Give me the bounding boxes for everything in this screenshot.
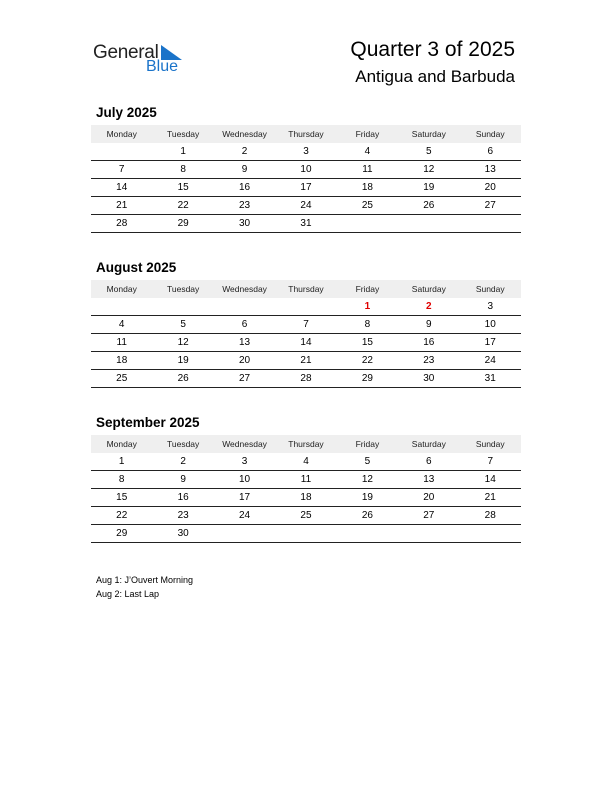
- date-cell: 3: [241, 456, 248, 467]
- date-cell: 23: [238, 200, 251, 211]
- date-cell: 9: [426, 319, 432, 330]
- date-cell: 14: [300, 337, 312, 348]
- date-cell: 21: [484, 492, 496, 503]
- logo-general-text: General: [93, 42, 159, 63]
- month-calendar-july: [91, 104, 521, 233]
- date-cell: 10: [300, 164, 312, 175]
- date-cell: 2: [180, 456, 186, 467]
- weekday-header: Tuesday: [166, 439, 200, 449]
- date-cell: 20: [238, 355, 251, 366]
- date-cell: 9: [241, 164, 248, 175]
- page-subtitle: Antigua and Barbuda: [355, 67, 515, 86]
- weekday-header-row: [91, 125, 521, 143]
- date-cell: 15: [361, 337, 373, 348]
- weekday-header: Wednesday: [222, 439, 267, 449]
- date-cell: 18: [300, 492, 312, 503]
- date-cell: 28: [300, 373, 312, 384]
- weekday-header: Friday: [355, 129, 380, 139]
- holiday-note: Aug 2: Last Lap: [96, 589, 160, 599]
- date-cell: 27: [423, 510, 435, 521]
- weekday-header-row: [91, 435, 521, 453]
- date-cell: 20: [423, 492, 435, 503]
- date-cell: 25: [300, 510, 312, 521]
- page-title: Quarter 3 of 2025: [350, 38, 515, 61]
- date-cell: 27: [238, 373, 251, 384]
- date-cell: 12: [177, 337, 189, 348]
- weekday-header: Sunday: [475, 439, 505, 449]
- month-calendar-august: [91, 259, 521, 388]
- date-cell: 14: [484, 474, 496, 485]
- date-cell: 29: [116, 528, 128, 539]
- date-cell: 16: [177, 492, 189, 503]
- generalblue-logo: [93, 40, 193, 80]
- date-cell: 30: [423, 373, 435, 384]
- weekday-header: Wednesday: [222, 129, 267, 139]
- date-cell: 24: [484, 355, 496, 366]
- weekday-header: Monday: [106, 439, 137, 449]
- date-cell: 14: [116, 182, 128, 193]
- holiday-note: Aug 1: J’Ouvert Morning: [96, 575, 194, 585]
- date-cell: 6: [426, 456, 432, 467]
- date-cell: 6: [241, 319, 248, 330]
- date-cell: 13: [238, 337, 251, 348]
- date-cell: 17: [300, 182, 312, 193]
- month-title: September 2025: [96, 415, 200, 430]
- date-cell: 22: [177, 200, 189, 211]
- date-cell: 30: [177, 528, 189, 539]
- date-cell: 29: [177, 218, 189, 229]
- holiday-date-cell: 1: [364, 301, 371, 312]
- date-cell: 4: [303, 456, 309, 467]
- week-row: [91, 143, 521, 161]
- weekday-header: Saturday: [411, 284, 446, 294]
- week-row: [91, 215, 521, 233]
- date-cell: 17: [484, 337, 496, 348]
- date-cell: 29: [361, 373, 373, 384]
- weekday-header: Monday: [106, 284, 137, 294]
- date-cell: 25: [116, 373, 128, 384]
- date-cell: 24: [238, 510, 251, 521]
- date-cell: 1: [180, 146, 186, 157]
- date-cell: 10: [238, 474, 251, 485]
- date-cell: 5: [180, 319, 186, 330]
- date-cell: 3: [487, 301, 494, 312]
- date-cell: 7: [303, 319, 309, 330]
- date-cell: 8: [118, 474, 125, 485]
- date-cell: 25: [361, 200, 373, 211]
- week-row: [91, 471, 521, 489]
- date-cell: 21: [300, 355, 312, 366]
- date-cell: 4: [118, 319, 125, 330]
- date-cell: 4: [364, 146, 371, 157]
- date-cell: 31: [300, 218, 312, 229]
- date-cell: 7: [118, 164, 125, 175]
- date-cell: 7: [487, 456, 494, 467]
- date-cell: 3: [303, 146, 309, 157]
- date-cell: 16: [238, 182, 251, 193]
- week-row: [91, 489, 521, 507]
- month-title: August 2025: [96, 260, 177, 275]
- week-row: [91, 298, 521, 316]
- date-cell: 21: [116, 200, 128, 211]
- date-cell: 13: [423, 474, 435, 485]
- date-cell: 26: [177, 373, 189, 384]
- date-cell: 28: [484, 510, 496, 521]
- date-cell: 24: [300, 200, 312, 211]
- week-row: [91, 370, 521, 388]
- date-cell: 11: [116, 337, 127, 348]
- date-cell: 8: [364, 319, 371, 330]
- date-cell: 9: [180, 474, 186, 485]
- week-row: [91, 352, 521, 370]
- date-cell: 15: [116, 492, 128, 503]
- date-cell: 5: [364, 456, 371, 467]
- date-cell: 1: [118, 456, 125, 467]
- weekday-header: Tuesday: [166, 284, 200, 294]
- date-cell: 22: [116, 510, 128, 521]
- date-cell: 8: [180, 164, 186, 175]
- date-cell: 5: [426, 146, 432, 157]
- date-cell: 31: [484, 373, 496, 384]
- date-cell: 12: [423, 164, 435, 175]
- weekday-header: Sunday: [475, 129, 505, 139]
- date-cell: 2: [241, 146, 248, 157]
- weekday-header: Monday: [106, 129, 137, 139]
- date-cell: 30: [238, 218, 251, 229]
- date-cell: 16: [423, 337, 435, 348]
- weekday-header: Tuesday: [166, 129, 200, 139]
- date-cell: 6: [487, 146, 494, 157]
- date-cell: 15: [177, 182, 189, 193]
- weekday-header: Wednesday: [222, 284, 267, 294]
- date-cell: 23: [177, 510, 189, 521]
- date-cell: 20: [484, 182, 496, 193]
- week-row: [91, 507, 521, 525]
- date-cell: 19: [361, 492, 373, 503]
- date-cell: 23: [423, 355, 435, 366]
- date-cell: 26: [361, 510, 373, 521]
- week-row: [91, 525, 521, 543]
- date-cell: 17: [238, 492, 251, 503]
- date-cell: 18: [361, 182, 373, 193]
- week-row: [91, 197, 521, 215]
- date-cell: 18: [116, 355, 128, 366]
- weekday-header: Thursday: [288, 439, 324, 449]
- date-cell: 19: [423, 182, 435, 193]
- month-title: July 2025: [96, 105, 157, 120]
- holiday-date-cell: 2: [426, 301, 432, 312]
- date-cell: 27: [484, 200, 496, 211]
- date-cell: 19: [177, 355, 189, 366]
- weekday-header: Thursday: [288, 284, 324, 294]
- weekday-header: Friday: [355, 284, 380, 294]
- weekday-header: Saturday: [411, 129, 446, 139]
- weekday-header-row: [91, 280, 521, 298]
- date-cell: 26: [423, 200, 435, 211]
- month-calendar-september: [91, 414, 521, 543]
- date-cell: 11: [362, 164, 373, 175]
- weekday-header: Sunday: [475, 284, 505, 294]
- date-cell: 11: [300, 474, 312, 485]
- date-cell: 28: [116, 218, 128, 229]
- date-cell: 10: [484, 319, 496, 330]
- logo-blue-text: Blue: [146, 58, 179, 75]
- date-cell: 22: [361, 355, 373, 366]
- week-row: [91, 334, 521, 352]
- week-row: [91, 161, 521, 179]
- weekday-header: Saturday: [411, 439, 446, 449]
- week-row: [91, 179, 521, 197]
- week-row: [91, 316, 521, 334]
- week-row: [91, 453, 521, 471]
- date-cell: 13: [484, 164, 496, 175]
- weekday-header: Friday: [355, 439, 380, 449]
- weekday-header: Thursday: [288, 129, 324, 139]
- holiday-notes: [96, 573, 193, 601]
- date-cell: 12: [361, 474, 373, 485]
